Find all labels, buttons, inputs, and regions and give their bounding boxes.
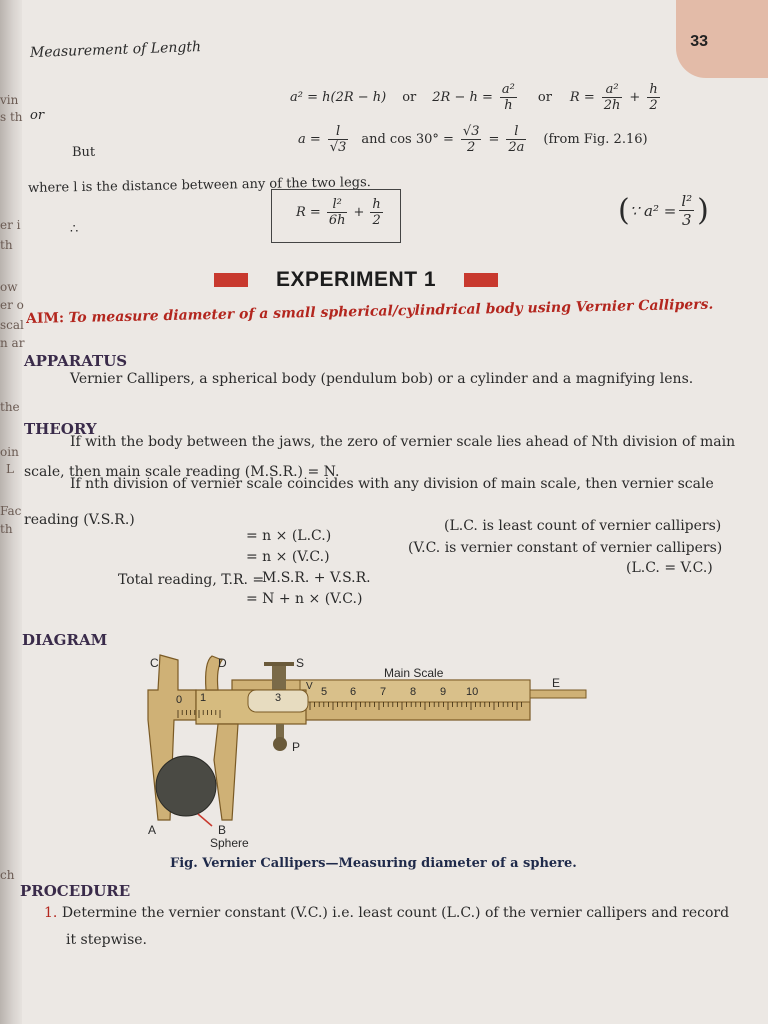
eq-or: or [402, 90, 417, 105]
spine-fragment: er o [0, 298, 24, 312]
spine-fragment: ow [0, 280, 18, 294]
screw-s [272, 664, 286, 690]
theory-r2-right: (V.C. is vernier constant of vernier callipers) [408, 540, 723, 556]
eq-reference: (from Fig. 2.16) [543, 132, 648, 147]
because-note: ( ∵ a² = $\frac{\text{l²}}{3}$ ) [618, 192, 709, 229]
total-reading-label: Total reading, T.R. = [118, 572, 265, 588]
main-scale-number: 7 [380, 686, 387, 698]
eq-b-lhs: 2R − h = [432, 90, 493, 105]
spine-fragment: scal [0, 318, 24, 332]
vernier-number: 0 [176, 694, 183, 706]
eq-c-lhs: R = [569, 90, 595, 105]
label-c: C [150, 656, 159, 670]
depth-rod [530, 690, 586, 698]
spine-fragment: n ar [0, 336, 25, 350]
boxed-equation: R = $\frac{\text{l²}}{6h}$ + $\frac{h}{2}$ [296, 197, 381, 228]
spine-fragment: s th [0, 110, 23, 124]
main-scale-number: 8 [410, 686, 417, 698]
page-number: 33 [690, 33, 708, 50]
aim-text: To measure diameter of a small spherical/cylindrical body using Vernier Callipers. [68, 296, 714, 327]
eq-a-squared: a² = h(2R − h) [290, 90, 387, 105]
procedure-heading: PROCEDURE [20, 882, 131, 900]
theory-r1-left: = n × (L.C.) [246, 528, 332, 544]
spine-fragment: Fac [0, 504, 22, 518]
theory-r3-left: M.S.R. + V.S.R. [262, 570, 371, 586]
eq-a-lhs: a = [298, 132, 321, 147]
main-scale-number: 5 [321, 686, 328, 698]
pointer-arrow [198, 814, 212, 826]
theory-p1-line2: scale, then main scale reading (M.S.R.) = N. [24, 464, 340, 480]
spine-fragment: th [0, 522, 13, 536]
movable-lower-jaw [214, 724, 238, 820]
running-head: Measurement of Length [29, 39, 202, 61]
apparatus-text: Vernier Callipers, a spherical body (pendulum bob) or a cylinder and a magnifying lens. [70, 371, 694, 387]
spine-fragment: th [0, 238, 13, 252]
eq-fraction: $\frac{\text{a²}}{2h}$ [603, 82, 621, 113]
spine-fragment: ch [0, 868, 15, 882]
but-label: But [72, 145, 96, 160]
apparatus-heading: APPARATUS [24, 352, 128, 370]
eq-fraction: $\frac{l}{2a}$ [508, 124, 525, 155]
eq-or: or [537, 90, 552, 105]
label-sphere: Sphere [210, 836, 249, 850]
eq-equals: = [488, 132, 500, 147]
sphere [156, 756, 216, 816]
spine-fragment: the [0, 400, 20, 414]
label-e: E [552, 676, 561, 690]
or-label: or [30, 108, 45, 123]
main-scale-number: 9 [440, 686, 447, 698]
theory-r3-right: (L.C. = V.C.) [626, 560, 713, 576]
label-d: D [218, 656, 227, 670]
step-text-line-1: Determine the vernier constant (V.C.) i.e. least count (L.C.) of the vernier callipers and record [61, 905, 730, 921]
label-main-scale: Main Scale [384, 666, 444, 680]
spine-fragment: er i [0, 218, 21, 232]
label-p: P [292, 740, 301, 754]
eq-fraction: $\frac{\text{a²}}{h}$ [501, 82, 515, 113]
eq-fraction: $\frac{√3}{2}$ [462, 124, 480, 155]
spine-fragment: oin [0, 445, 19, 459]
eq-plus: + [629, 90, 641, 105]
vernier-number: 1 [200, 692, 207, 704]
label-a: A [148, 823, 157, 837]
therefore-symbol: ∴ [70, 222, 79, 237]
label-s: S [296, 656, 305, 670]
knob-p [273, 737, 287, 751]
eq-and-cos: and cos 30° = [361, 132, 454, 147]
main-scale-number: 3 [275, 692, 282, 704]
theory-heading: THEORY [24, 420, 97, 438]
main-scale-number: 10 [466, 686, 479, 698]
knob-stem [276, 724, 284, 738]
label-b: B [218, 823, 227, 837]
theory-p1-line1: If with the body between the jaws, the zero of vernier scale lies ahead of Nth division of main [70, 434, 736, 450]
screw-s-head [264, 662, 294, 666]
theory-p2-line1: If nth division of vernier scale coincides with any division of main scale, then vernier scale [70, 476, 714, 492]
figure-caption: Fig. Vernier Callipers—Measuring diameter of a sphere. [170, 856, 577, 871]
spine-fragment: vin [0, 93, 19, 107]
spine-fragment: L [6, 462, 14, 476]
step-text-line-2: it stepwise. [66, 932, 147, 948]
theory-r4-left: = N + n × (V.C.) [246, 591, 363, 607]
eq-fraction: $\frac{l}{√3}$ [329, 124, 347, 155]
theory-p2-line2: reading (V.S.R.) [24, 512, 135, 528]
main-scale-number: 6 [350, 686, 357, 698]
label-v: V [306, 681, 313, 692]
eq-fraction: $\frac{h}{2}$ [649, 82, 658, 113]
diagram-heading: DIAGRAM [22, 631, 108, 649]
procedure-step-1 [44, 905, 729, 921]
where-text: where l is the distance between any of the two legs. [27, 175, 371, 196]
theory-r2-left: = n × (V.C.) [246, 549, 330, 565]
theory-r1-right: (L.C. is least count of vernier callipers) [444, 518, 722, 534]
experiment-title-text: EXPERIMENT 1 [276, 268, 437, 291]
aim-label: AIM: [25, 310, 65, 327]
step-number: 1. [44, 905, 58, 921]
